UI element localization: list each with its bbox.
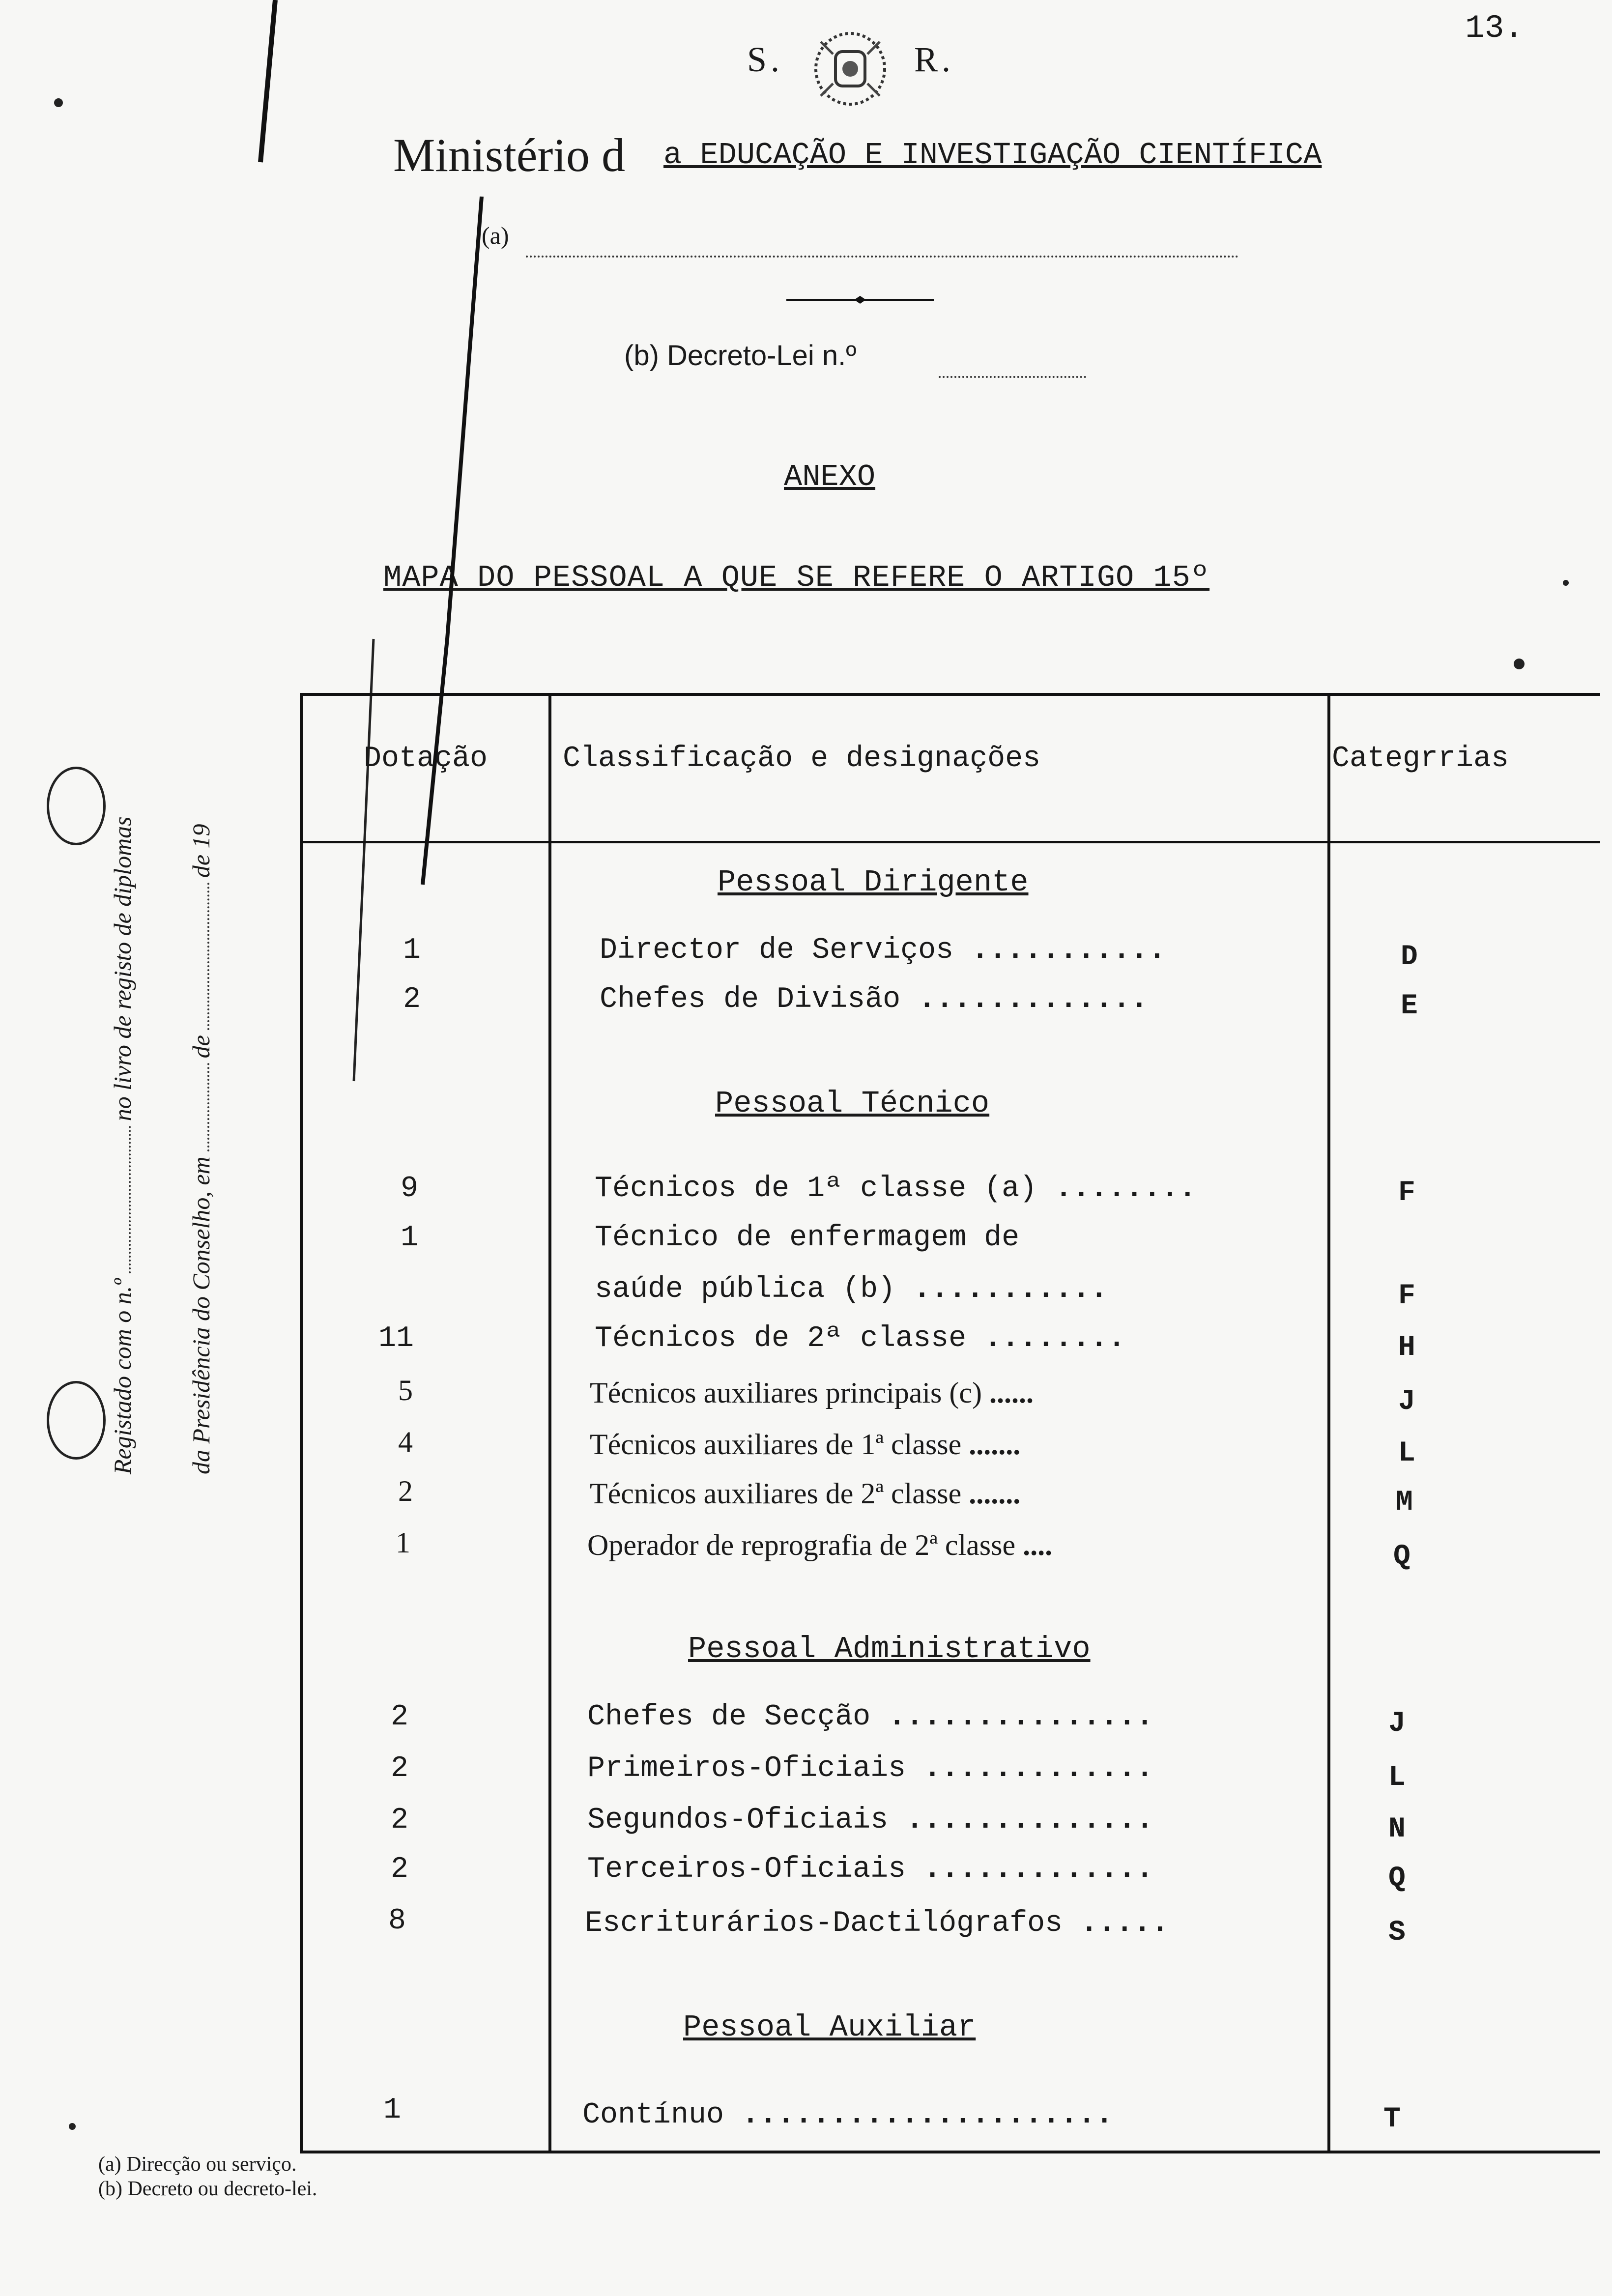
column-divider-1 bbox=[548, 696, 551, 2151]
margin-text-1b: no livro de registo de diplomas bbox=[109, 816, 136, 1121]
row-designacao: Operador de reprografia de 2ª classe .... bbox=[587, 1529, 1053, 1561]
line-a-dotted-field bbox=[526, 256, 1238, 258]
page-number: 13. bbox=[1465, 10, 1524, 47]
row-dotacao: 2 bbox=[391, 1853, 409, 1886]
ministry-prefix: Ministério d bbox=[393, 129, 625, 181]
row-categoria: S bbox=[1388, 1917, 1406, 1949]
row-dotacao: 1 bbox=[403, 934, 421, 967]
column-header-dotacao: Dotação bbox=[364, 742, 488, 775]
row-categoria: J bbox=[1398, 1386, 1415, 1418]
row-designacao: Segundos-Oficiais .............. bbox=[587, 1804, 1154, 1837]
divider-ornament bbox=[786, 295, 934, 305]
scan-speck bbox=[1563, 580, 1569, 586]
header-sr-left: S. bbox=[747, 40, 784, 79]
section-title-tecnico: Pessoal Técnico bbox=[715, 1086, 990, 1121]
row-dotacao: 11 bbox=[378, 1322, 414, 1355]
line-a-label: (a) bbox=[482, 222, 509, 249]
header-divider bbox=[303, 841, 1600, 843]
header-sr-right: R. bbox=[914, 40, 955, 79]
annex-title: ANEXO bbox=[784, 459, 876, 494]
row-categoria: D bbox=[1401, 941, 1418, 973]
row-designacao: Técnicos de 2ª classe ........ bbox=[595, 1322, 1126, 1355]
row-dotacao: 1 bbox=[401, 1221, 419, 1255]
scan-speck bbox=[54, 98, 63, 107]
row-designacao: Técnicos auxiliares de 2ª classe ....... bbox=[590, 1477, 1021, 1510]
row-designacao: Chefes de Secção ............... bbox=[587, 1700, 1154, 1734]
row-dotacao: 2 bbox=[391, 1804, 409, 1837]
row-designacao: Chefes de Divisão ............. bbox=[600, 983, 1149, 1016]
row-designacao: Primeiros-Oficiais ............. bbox=[587, 1752, 1154, 1785]
scan-speck bbox=[1514, 659, 1525, 669]
section-title-auxiliar: Pessoal Auxiliar bbox=[683, 2010, 976, 2045]
row-dotacao: 2 bbox=[391, 1700, 409, 1734]
row-dotacao: 2 bbox=[391, 1752, 409, 1785]
decreto-dotted-field bbox=[939, 376, 1086, 378]
scan-speck bbox=[69, 2123, 76, 2130]
column-divider-2 bbox=[1327, 696, 1330, 2151]
row-designacao: Técnicos auxiliares de 1ª classe ....... bbox=[590, 1428, 1021, 1461]
section-title-dirigente: Pessoal Dirigente bbox=[718, 865, 1029, 900]
row-designacao: Técnicos auxiliares principais (c) ...... bbox=[590, 1377, 1034, 1409]
decreto-label: (b) Decreto-Lei n.º bbox=[624, 340, 857, 372]
coat-of-arms-icon bbox=[806, 27, 894, 111]
row-categoria: M bbox=[1396, 1487, 1413, 1519]
row-categoria: T bbox=[1383, 2103, 1401, 2135]
row-categoria: E bbox=[1401, 990, 1418, 1022]
column-header-categorias: Categrrias bbox=[1332, 742, 1509, 775]
row-categoria: N bbox=[1388, 1813, 1406, 1845]
column-header-classificacao: Classificação e designações bbox=[563, 742, 1041, 775]
row-designacao: Director de Serviços ........... bbox=[600, 934, 1166, 967]
row-categoria: F bbox=[1398, 1177, 1415, 1209]
row-designacao: Contínuo ..................... bbox=[582, 2098, 1114, 2132]
margin-text-2b: de bbox=[187, 1035, 215, 1059]
punch-hole-bottom bbox=[47, 1381, 106, 1460]
row-categoria: J bbox=[1388, 1708, 1406, 1740]
row-categoria: F bbox=[1398, 1280, 1415, 1312]
margin-registration-line-2 bbox=[187, 824, 215, 1474]
footnote-a: (a) Direcção ou serviço. bbox=[98, 2153, 297, 2176]
row-dotacao: 1 bbox=[383, 2094, 402, 2127]
punch-hole-top bbox=[47, 767, 106, 845]
row-categoria: H bbox=[1398, 1332, 1415, 1364]
row-designacao: Técnico de enfermagem de bbox=[595, 1221, 1020, 1255]
footnote-b: (b) Decreto ou decreto-lei. bbox=[98, 2178, 317, 2200]
margin-registration-line-1 bbox=[108, 816, 137, 1474]
row-dotacao: 8 bbox=[388, 1904, 406, 1938]
ministry-name: a EDUCAÇÃO E INVESTIGAÇÃO CIENTÍFICA bbox=[663, 138, 1322, 172]
row-dotacao: 9 bbox=[401, 1172, 419, 1205]
row-dotacao: 2 bbox=[403, 983, 421, 1016]
row-designacao: Escriturários-Dactilógrafos ..... bbox=[585, 1907, 1169, 1940]
row-designacao: saúde pública (b) ........... bbox=[595, 1273, 1108, 1306]
row-categoria: L bbox=[1388, 1762, 1406, 1794]
row-categoria: Q bbox=[1388, 1863, 1406, 1894]
section-title-administrativo: Pessoal Administrativo bbox=[688, 1632, 1091, 1666]
map-title: MAPA DO PESSOAL A QUE SE REFERE O ARTIGO 15º bbox=[383, 560, 1210, 595]
margin-text-1a: Registado com o n.º bbox=[109, 1278, 136, 1474]
margin-text-2c: de 19 bbox=[187, 824, 215, 878]
row-dotacao: 4 bbox=[398, 1426, 413, 1458]
row-categoria: Q bbox=[1393, 1541, 1410, 1573]
row-designacao: Terceiros-Oficiais ............. bbox=[587, 1853, 1154, 1886]
margin-text-2a: da Presidência do Conselho, em bbox=[187, 1156, 215, 1474]
row-dotacao: 1 bbox=[396, 1526, 410, 1559]
row-dotacao: 2 bbox=[398, 1475, 413, 1507]
row-designacao: Técnicos de 1ª classe (a) ........ bbox=[595, 1172, 1197, 1205]
row-categoria: L bbox=[1398, 1437, 1415, 1469]
row-dotacao: 5 bbox=[398, 1374, 413, 1406]
